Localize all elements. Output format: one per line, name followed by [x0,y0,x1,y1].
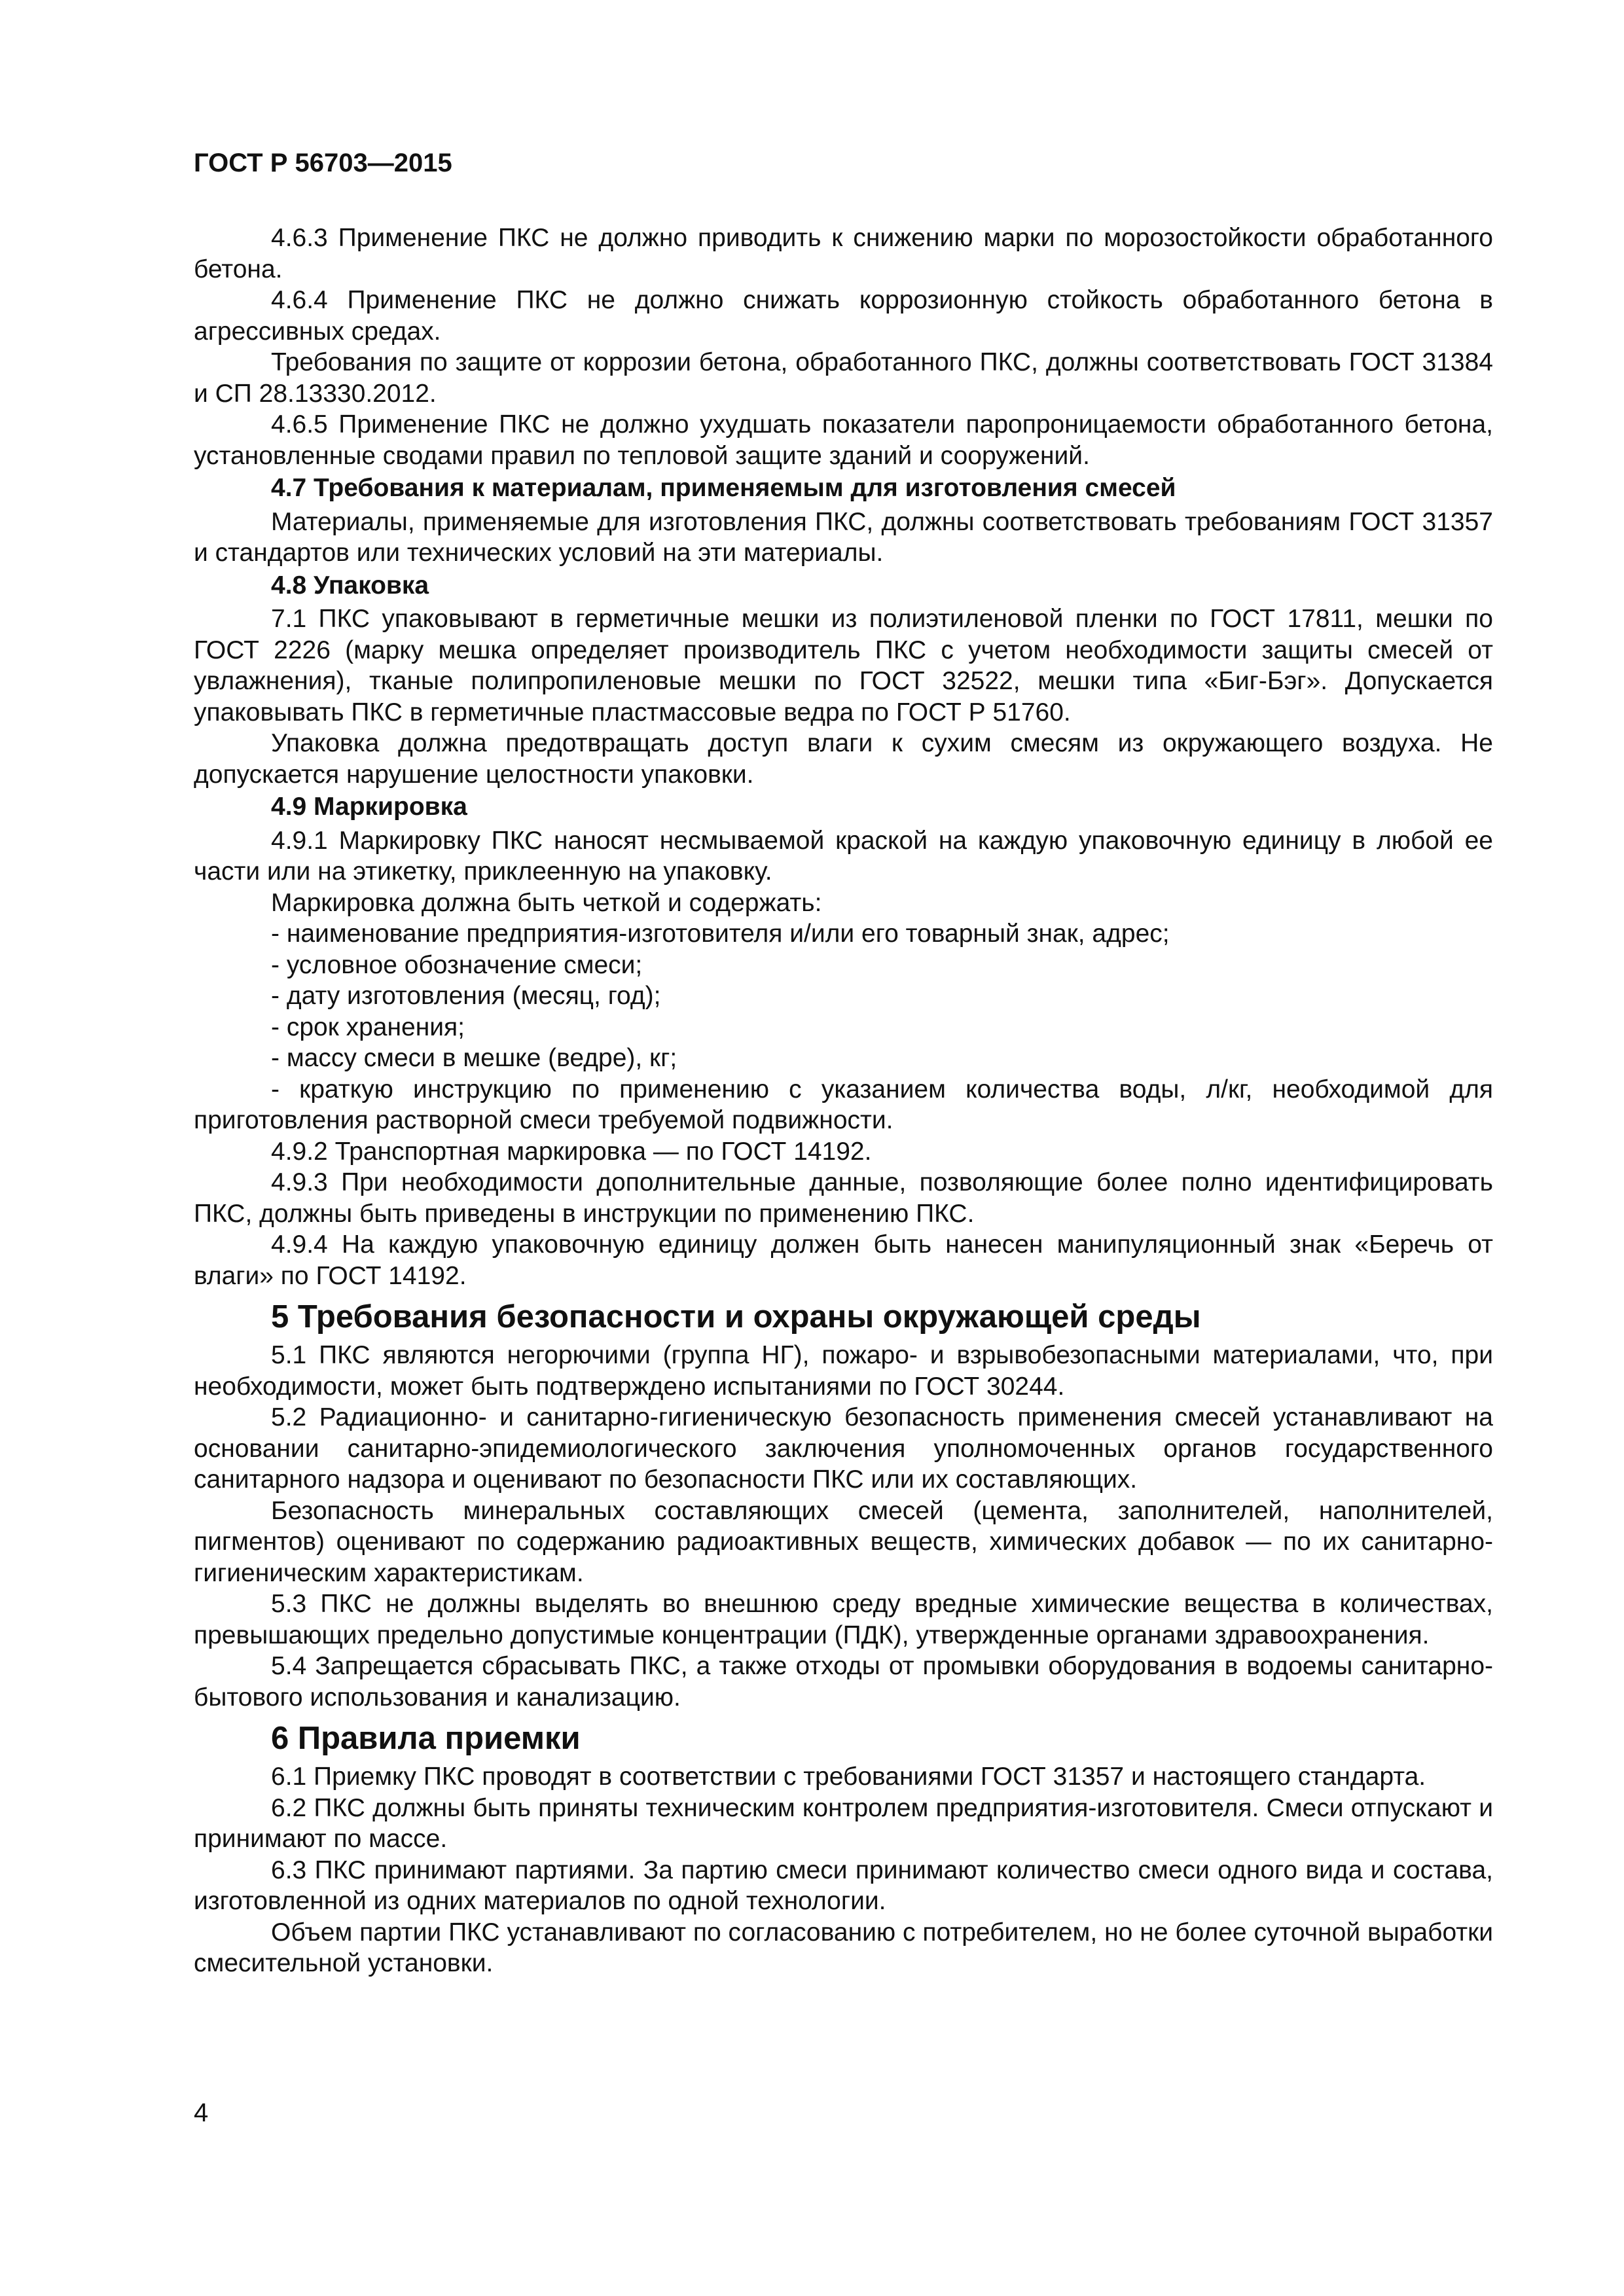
marking-contents-list [194,918,1493,1136]
section-6-title: 6 Правила приемки [271,1721,581,1756]
clause-6-3: 6.3 ПКС принимают партиями. За партию смеси принимают количество смеси одного вида и состава, изготовленной из одних материалов по одной технологии. [194,1856,1493,1915]
clause-5-4: 5.4 Запрещается сбрасывать ПКС, а также отходы от промывки оборудования в водоемы санитарно-бытового использования и канализацию. [194,1652,1493,1712]
clause-5-1: 5.1 ПКС являются негорючими (группа НГ), пожаро- и взрывобезопасными материалами, что, при необходимости, может быть подтверждено испытаниями по ГОСТ 30244. [194,1341,1493,1401]
clause-6-3-batch-volume: Объем партии ПКС устанавливают по согласованию с потребителем, но не более суточной выработки смесительной установки. [194,1918,1493,1977]
clause-4-9-4: 4.9.4 На каждую упаковочную единицу должен быть нанесен манипуляционный знак «Беречь от влаги» по ГОСТ 14192. [194,1230,1493,1290]
heading-4-9: 4.9 Маркировка [271,793,467,821]
clause-5-2-mineral-components: Безопасность минеральных составляющих смесей (цемента, заполнителей, наполнителей, пигментов) оценивают по содержанию радиоактивных веществ, химических добавок — по их санитарно-гигиеническим характеристикам. [194,1496,1493,1587]
clause-4-9-2: 4.9.2 Транспортная маркировка — по ГОСТ 14192. [271,1137,872,1166]
page-number: 4 [194,2098,209,2127]
heading-4-7: 4.7 Требования к материалам, применяемым для изготовления смесей [271,474,1176,502]
list-item: - условное обозначение смеси; [271,950,643,979]
clause-4-8-packaging: 7.1 ПКС упаковывают в герметичные мешки из полиэтиленовой пленки по ГОСТ 17811, мешки по ГОСТ 2226 (марку мешка определяет производитель ПКС с учетом необходимости защиты смесей от увлажнения), тканые полипропиленовые мешки по ГОСТ 32522, мешки типа «Биг-Бэг». Допускается упаковывать ПКС в герметичные пластмассовые ведра по ГОСТ Р 51760. [194,605,1493,726]
list-item: - краткую инструкцию по применению с указанием количества воды, л/кг, необходимой для приготовления растворной смеси требуемой подвижности. [194,1075,1493,1134]
clause-4-9-3: 4.9.3 При необходимости дополнительные данные, позволяющие более полно идентифицировать ПКС, должны быть приведены в инструкции по применению ПКС. [194,1168,1493,1228]
list-item: - дату изготовления (месяц, год); [271,982,661,1010]
section-5-title: 5 Требования безопасности и охраны окружающей среды [271,1299,1201,1335]
clause-4-8-packaging-integrity: Упаковка должна предотвращать доступ влаги к сухим смесям из окружающего воздуха. Не допускается нарушение целостности упаковки. [194,729,1493,789]
list-item: - срок хранения; [271,1013,465,1041]
list-item: - наименование предприятия-изготовителя и/или его товарный знак, адрес; [271,920,1170,948]
clause-4-7-text: Материалы, применяемые для изготовления ПКС, должны соответствовать требованиям ГОСТ 31357 и стандартов или технических условий на эти материалы. [194,507,1493,567]
list-item: - массу смеси в мешке (ведре), кг; [271,1044,677,1072]
heading-4-8: 4.8 Упаковка [271,571,429,600]
clause-4-6-4-corrosion-requirements: Требования по защите от коррозии бетона, обработанного ПКС, должны соответствовать ГОСТ 31384 и СП 28.13330.2012. [194,348,1493,408]
clause-5-2: 5.2 Радиационно- и санитарно-гигиеническую безопасность применения смесей устанавливают на основании санитарно-эпидемиологического заключения уполномоченных органов государственного санитарного надзора и оценивают по безопасности ПКС или их составляющих. [194,1403,1493,1494]
clause-4-6-4: 4.6.4 Применение ПКС не должно снижать коррозионную стойкость обработанного бетона в агрессивных средах. [194,286,1493,346]
clause-4-9-1-contents-intro: Маркировка должна быть четкой и содержать: [271,888,822,917]
clause-6-2: 6.2 ПКС должны быть приняты техническим контролем предприятия-изготовителя. Смеси отпускают и принимают по массе. [194,1793,1493,1853]
clause-5-3: 5.3 ПКС не должны выделять во внешнюю среду вредные химические вещества в количествах, превышающих предельно допустимые концентрации (ПДК), утвержденные органами здравоохранения. [194,1590,1493,1649]
clause-4-9-1: 4.9.1 Маркировку ПКС наносят несмываемой краской на каждую упаковочную единицу в любой ее части или на этикетку, приклеенную на упаковку. [194,826,1493,886]
clause-4-6-3: 4.6.3 Применение ПКС не должно приводить к снижению марки по морозостойкости обработанного бетона. [194,224,1493,283]
document-code-header: ГОСТ Р 56703—2015 [194,149,452,177]
clause-6-1: 6.1 Приемку ПКС проводят в соответствии с требованиями ГОСТ 31357 и настоящего стандарта. [271,1763,1426,1791]
clause-4-6-5: 4.6.5 Применение ПКС не должно ухудшать показатели паропроницаемости обработанного бетона, установленные сводами правил по тепловой защите зданий и сооружений. [194,410,1493,470]
document-page [194,147,1493,1979]
